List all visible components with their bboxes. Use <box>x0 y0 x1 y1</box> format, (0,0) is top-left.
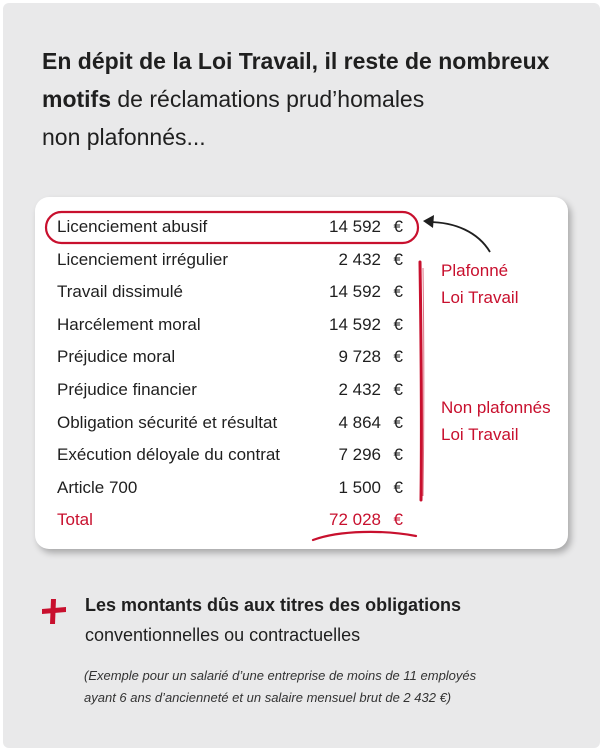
row-currency: € <box>393 445 403 465</box>
uncapped-annotation <box>441 394 551 448</box>
bracket-line <box>420 262 421 500</box>
row-value: 14 592 <box>329 282 381 302</box>
highlight-outline <box>46 212 418 243</box>
footnote <box>84 665 584 709</box>
row-currency: € <box>393 477 403 497</box>
footnote-line1: (Exemple pour un salarié d’une entreprise de moins de 11 employés <box>84 668 477 683</box>
capped-line1: Plafonné <box>441 261 509 280</box>
row-value: 14 592 <box>329 314 381 334</box>
headline-bold-word: motifs <box>42 86 111 112</box>
additional-note <box>85 590 565 650</box>
capped-line2: Loi Travail <box>441 288 519 307</box>
total-value: 72 028 <box>329 510 381 530</box>
row-label: Préjudice financier <box>57 379 197 399</box>
row-currency: € <box>393 249 403 269</box>
row-currency: € <box>393 347 403 367</box>
row-currency: € <box>393 282 403 302</box>
footnote-line2: ayant 6 ans d’ancienneté et un salaire mensuel brut de 2 432 €) <box>84 690 452 705</box>
row-label: Exécution déloyale du contrat <box>57 445 281 465</box>
arrowhead-icon <box>423 215 434 228</box>
total-currency: € <box>393 510 403 530</box>
uncapped-line2: Loi Travail <box>441 425 519 444</box>
uncapped-line1: Non plafonnés <box>441 398 551 417</box>
row-value: 9 728 <box>338 347 381 367</box>
row-label: Licenciement abusif <box>57 217 208 236</box>
row-value: 2 432 <box>338 379 381 399</box>
row-label: Article 700 <box>57 477 138 497</box>
row-currency: € <box>393 412 403 432</box>
row-value: 4 864 <box>338 412 381 432</box>
row-label: Travail dissimulé <box>57 282 183 302</box>
row-currency: € <box>393 217 403 236</box>
row-value: 14 592 <box>329 217 381 236</box>
row-value: 7 296 <box>338 445 381 465</box>
pointer-arrow-icon <box>428 222 490 252</box>
headline-rest: de réclamations prud’homales <box>111 86 425 112</box>
row-currency: € <box>393 314 403 334</box>
total-label: Total <box>57 510 93 530</box>
note-bold: Les montants dûs aux titres des obligations <box>85 595 462 615</box>
headline-bold: En dépit de la Loi Travail, il reste de nombreux <box>42 48 550 74</box>
plus-icon <box>39 596 69 626</box>
headline-line3: non plafonnés... <box>42 124 206 150</box>
row-label: Obligation sécurité et résultat <box>57 412 278 432</box>
note-regular: conventionnelles ou contractuelles <box>85 625 361 645</box>
row-label: Harcélement moral <box>57 314 201 334</box>
row-value: 2 432 <box>338 249 381 269</box>
row-label: Préjudice moral <box>57 347 176 367</box>
total-underline <box>313 532 416 540</box>
capped-annotation <box>441 257 518 311</box>
row-label: Licenciement irrégulier <box>57 249 229 269</box>
row-currency: € <box>393 379 403 399</box>
row-value: 1 500 <box>338 477 381 497</box>
